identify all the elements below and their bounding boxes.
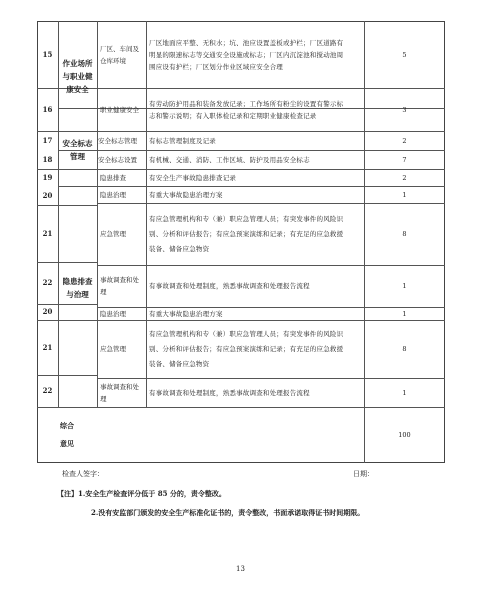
requirement-text: 有标志管理制度及记录 bbox=[149, 136, 216, 145]
score: 2 bbox=[402, 136, 407, 145]
score: 2 bbox=[402, 173, 407, 182]
requirement-text: 有重大事故隐患治理方案 bbox=[149, 309, 223, 318]
note-2: 2.没有安监部门颁发的安全生产标准化证书的，责令整改，书面承诺取得证书时间期限。 bbox=[91, 508, 365, 517]
score: 1 bbox=[402, 309, 407, 318]
row-number: 22 bbox=[42, 386, 53, 395]
sub-item: 隐患治理 bbox=[100, 190, 126, 199]
row-number: 20 bbox=[42, 190, 53, 200]
total-score: 100 bbox=[398, 431, 411, 439]
row-number: 17 bbox=[42, 135, 53, 145]
sub-item: 隐患排查 bbox=[100, 173, 126, 182]
score: 8 bbox=[402, 345, 407, 353]
row-number: 16 bbox=[42, 104, 53, 114]
row-number: 21 bbox=[42, 228, 53, 238]
requirement-text: 有应急管理机构和专（兼）职应急管理人员；有突发事件的风险识 别、分析和评估报告；有应急预案演练和记录；有充足的应急救援 装备、储备应急物资 bbox=[149, 329, 344, 368]
score: 8 bbox=[402, 230, 407, 238]
score: 3 bbox=[402, 105, 407, 114]
score: 1 bbox=[402, 190, 407, 199]
date-label: 日期： bbox=[353, 470, 374, 478]
requirement-text: 有应急管理机构和专（兼）职应急管理人员；有突发事件的风险识 别、分析和评估报告；有应急预案演练和记录；有充足的应急救援 装备、储备应急物资 bbox=[149, 214, 344, 253]
sub-item: 厂区、车间及 仓库环境 bbox=[100, 44, 139, 65]
category-work-environment: 作业场所 与职业健 康安全 bbox=[62, 58, 93, 94]
category-hazard-investigation: 隐患排查 与治理 bbox=[62, 277, 93, 299]
score: 5 bbox=[402, 50, 407, 59]
row-number: 19 bbox=[42, 172, 53, 182]
sub-item: 事故调查和处 理 bbox=[100, 382, 139, 403]
sub-item: 隐患治理 bbox=[100, 309, 126, 318]
score: 7 bbox=[402, 155, 407, 164]
requirement-text: 厂区地面应平整、无积水；坑、池应设置盖板或护栏；厂区道路有 明显的限速标志等交通安全设施或标志；厂区内沉淀池和搅动池周 围应设有护栏；厂区划分作业区域应安全合理 bbox=[149, 38, 344, 71]
row-number: 21 bbox=[42, 342, 53, 352]
requirement-text: 有事故调查和处理制度，熟悉事故调查和处理报告流程 bbox=[149, 388, 310, 397]
sub-item: 安全标志设置 bbox=[98, 155, 137, 164]
category-sign-management: 安全标志 管理 bbox=[62, 139, 93, 161]
sub-item: 应急管理 bbox=[100, 230, 126, 238]
requirement-text: 有劳动防护用品和装备发放记录；工作场所有粉尘的设置有警示标 志和警示说明；有入职体检记录和定期职业健康检查记录 bbox=[149, 99, 344, 120]
sub-item: 应急管理 bbox=[100, 345, 126, 353]
row-number: 22 bbox=[42, 278, 53, 287]
requirement-text: 有重大事故隐患治理方案 bbox=[149, 190, 223, 199]
row-number: 18 bbox=[42, 154, 53, 164]
page-number: 13 bbox=[236, 565, 245, 573]
score: 1 bbox=[402, 282, 407, 290]
requirement-text: 有机械、交通、消防、工作区域、防护及用品安全标志 bbox=[149, 155, 310, 164]
row-number: 15 bbox=[42, 49, 53, 59]
requirement-text: 有安全生产事故隐患排查记录 bbox=[149, 173, 237, 182]
summary-label: 综合 意见 bbox=[60, 421, 74, 448]
sub-item: 事故调查和处 理 bbox=[100, 276, 139, 296]
requirement-text: 有事故调查和处理制度，熟悉事故调查和处理报告流程 bbox=[149, 282, 310, 290]
note-1: 【注】1.安全生产检查评分低于 85 分的，责令整改。 bbox=[57, 489, 226, 498]
row-number: 20 bbox=[42, 307, 53, 316]
inspector-signature-label: 检查人签字： bbox=[62, 470, 104, 478]
sub-item: 安全标志管理 bbox=[98, 136, 137, 145]
score: 1 bbox=[402, 388, 407, 397]
sub-item: 职业健康安全 bbox=[100, 105, 139, 114]
